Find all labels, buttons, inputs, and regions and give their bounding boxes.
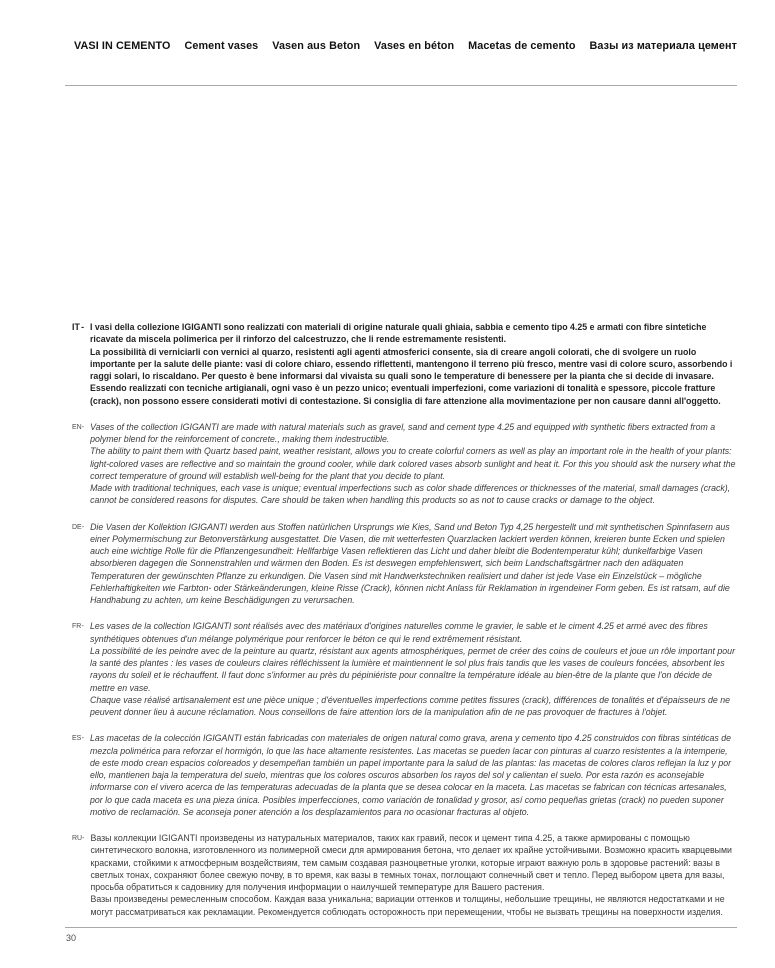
paragraph: Essendo realizzati con tecniche artigianali, ogni vaso è un pezzo unico; eventuali imperfezioni, come variazioni di tonalità e spessore, piccole fratture (crack), non possono essere considerati motivi di contestazione. Si consiglia di fare attenzione alla movimentazione per non causare danni all'oggetto. xyxy=(90,383,721,406)
language-block-es xyxy=(65,732,737,818)
language-text-en xyxy=(90,421,737,507)
description-text-block xyxy=(65,321,737,918)
paragraph: La possibilité de les peindre avec de la peinture au quartz, résistant aux agents atmosphériques, permet de créer des coins de couleurs et joue un rôle important pour la santé des plantes : les vases de couleurs claires réfléchissent la lumière et maintiennent le sol plus frais tandis que les vases de couleurs foncées, absorbent les rayons du soleil et le réchauffent. Il faut donc s'informer au près du pépiniériste pour connaître la température idéale au bien-être de la plante que l'on décide de mettre en vase. xyxy=(90,645,735,693)
language-block-fr xyxy=(65,620,737,718)
language-code-label: FR xyxy=(72,623,82,631)
header-divider xyxy=(65,85,737,86)
title-russian: Вазы из материала цемент xyxy=(589,40,737,52)
language-code-label: DE xyxy=(72,523,82,531)
language-text-es xyxy=(90,732,737,818)
paragraph: Chaque vase réalisé artisanalement est une pièce unique ; d'éventuelles imperfections comme petites fissures (crack), différences de tonalités et d'épaisseurs de ne peuvent donner lieu à aucune réclamation. Nous conseillons de faire attention lors de la manipulation afin de ne pas provoquer de fractures à l'objet. xyxy=(90,694,731,717)
language-code-label: ES xyxy=(72,735,82,743)
language-code-label: RU xyxy=(72,835,83,842)
footer-divider xyxy=(65,927,737,928)
language-block-de xyxy=(65,521,737,607)
label-separator: - xyxy=(81,423,85,431)
title-english: Cement vases xyxy=(184,40,259,52)
paragraph: Die Vasen der Kollektion IGIGANTI werden aus Stoffen natürlichen Ursprungs wie Kies, Sand und Beton Typ 4,25 hergestellt und mit synthetischen Spinnfasern aus einer Polymermischung zur Betonverstärkung ausgestattet. Die Vasen, die mit wetterfesten Quarzlacken lackiert werden können, kreieren bunte Ecken und spielen auch eine wichtige Rolle für die Pflanzengesundheit: Hellfarbige Vasen reflektieren das Licht und daher bleibt die Bodentemperatur kühl; dunkelfarbige Vasen absorbieren dagegen die Sonnenstrahlen und wärmen den Boden. Es ist deswegen empfehlenswert, sich beim Landschaftsgärtner nach den adäquaten Temperaturen der gewünschten Pflanze zu erkundigen. Die Vasen sind mit Handwerkstechniken realisiert und daher ist jede Vase ein Einzelstück – mögliche Fehlerhaftigkeiten wie Farbton- oder Stärkeänderungen, kleine Risse (Crack), können nicht Anlass für Reklamation in irgendeiner Form geben. Es ist ratsam, auf die Handhabung zu achten, um keine Beschädigungen zu verursachen. xyxy=(90,521,730,605)
paragraph: Made with traditional techniques, each vase is unique; eventual imperfections such as color shade differences or thicknesses of the material, small damages (crack), cannot be considered reasons for disputes. Care should be taken when handling this products so as not to cause cracks or damage to the object. xyxy=(90,483,731,506)
title-italian: VASI IN CEMENTO xyxy=(74,40,171,52)
paragraph: I vasi della collezione IGIGANTI sono realizzati con materiali di origine naturale quali ghiaia, sabbia e cemento tipo 4.25 e armati con fibre sintetiche ricavate da miscela polimerica per il rinforzo del calcestruzzo, che li rende estremamente resistenti. xyxy=(90,322,707,345)
language-block-ru xyxy=(65,832,737,918)
language-code-en xyxy=(65,421,90,507)
label-separator: - xyxy=(81,623,84,631)
language-text-de xyxy=(90,521,737,607)
language-text-ru xyxy=(90,832,737,918)
label-separator: - xyxy=(81,735,84,743)
language-code-fr xyxy=(65,620,90,718)
language-code-de xyxy=(65,521,90,607)
title-french: Vases en béton xyxy=(374,40,455,52)
page-number: 30 xyxy=(66,933,77,943)
label-separator: - xyxy=(81,523,85,531)
paragraph: Вазы произведены ремесленным способом. Каждая ваза уникальна; вариации оттенков и толщины, небольшие трещины, не являются недостатками и не могут рассматриваться как рекламации. Рекомендуется соблюдать осторожность при перемещении, чтобы не вызвать трещины на поверхности изделия. xyxy=(90,894,725,917)
paragraph: La possibilità di verniciarli con vernici al quarzo, resistenti agli agenti atmosferici consente, sia di creare angoli colorati, che di svolgere un ruolo importante per la salute delle piante: vasi di colore chiaro, essendo riflettenti, mantengono il terreno più fresco, mentre vasi di colore scuro, assorbendo i raggi solari, lo riscaldano. Per questo è bene informarsi dal vivaista su quali sono le temperature di benessere per la pianta che si decide di invasare. xyxy=(90,346,733,381)
language-code-ru xyxy=(65,832,90,918)
language-block-it xyxy=(65,321,737,407)
language-code-label: EN xyxy=(72,423,82,431)
language-text-fr xyxy=(90,620,737,718)
language-code-label: IT xyxy=(72,322,80,332)
language-block-en xyxy=(65,421,737,507)
label-separator: - xyxy=(81,322,84,332)
title-spanish: Macetas de cemento xyxy=(468,40,576,52)
label-separator: - xyxy=(82,835,85,842)
multilingual-title-row xyxy=(74,40,737,52)
paragraph: Вазы коллекции IGIGANTI произведены из натуральных материалов, таких как гравий, песок и цемент типа 4.25, а также армированы с помощью синтетического волокна, изготовленного из полимерной смеси для армирования бетона, что делает их крайне устойчивыми. Возможно красить кварцевыми красками, стойкими к атмосферным воздействиям, тем самым создавая разноцветные уголки, которые играют важную роль в здоровье растений: вазы в светлых тонах, сохраняют более свежую почву, в то время, как вазы в темных тонах, поглощают солнечный свет и тепло. Перед выбором цвета для вазы, просьба обратиться к садовнику для получения информации о наилучшей температуре для Вашего растения. xyxy=(90,833,732,892)
paragraph: Les vases de la collection IGIGANTI sont réalisés avec des matériaux d'origines naturelles comme le gravier, le sable et le ciment 4.25 et armé avec des fibres synthétiques obtenues d'un mélange polymérique pour renforcer le béton ce qui le rend extrêmement résistant. xyxy=(90,621,708,644)
paragraph: Las macetas de la colección IGIGANTI están fabricadas con materiales de origen natural como grava, arena y cemento tipo 4.25 construidos con fibras sintéticas de mezcla polimérica para reforzar el hormigón, lo que las hace altamente resistentes. Las macetas se pueden lacar con pinturas al cuarzo resistentes a la intemperie, de este modo crean espacios coloreados y desempeñan también un papel importante para la salud de las plantas: las macetas de colores claros reflejan la luz y por ello, mantienen baja la temperatura del suelo, mientras que los colores oscuros absorben los rayos del sol y calientan el suelo. Por esta razón es aconsejable informarse con el vivero acerca de las temperaturas adecuadas de la planta que se desea colocar en la maceta. Las macetas se fabrican con técnicas artesanales, por lo que cada maceta es una pieza única. Posibles imperfecciones, como variación de tonalidad y grosor, así como pequeñas grietas (crack) no pueden suponer motivo de reclamación. Se aconseja poner atención a los desplazamientos para no ocasionar fracturas al objeto. xyxy=(90,733,732,817)
language-code-it xyxy=(65,321,90,407)
paragraph: Vases of the collection IGIGANTI are made with natural materials such as gravel, sand and cement type 4.25 and equipped with synthetic fibers extracted from a polymer blend for the reinforcement of concrete., making them indestructible. xyxy=(90,421,716,444)
language-code-es xyxy=(65,732,90,818)
language-text-it xyxy=(90,321,737,407)
title-german: Vasen aus Beton xyxy=(272,40,361,52)
paragraph: The ability to paint them with Quartz based paint, weather resistant, allows you to create colorful corners as well as play an important role in the health of your plants: light-colored vases are reflective and so maintain the ground cooler, while dark colored vases absorb sunlight and heat it. For this you should ask the nursery what the correct temperature of ground will establish well-being for the plant that you decide to plant. xyxy=(90,446,736,481)
